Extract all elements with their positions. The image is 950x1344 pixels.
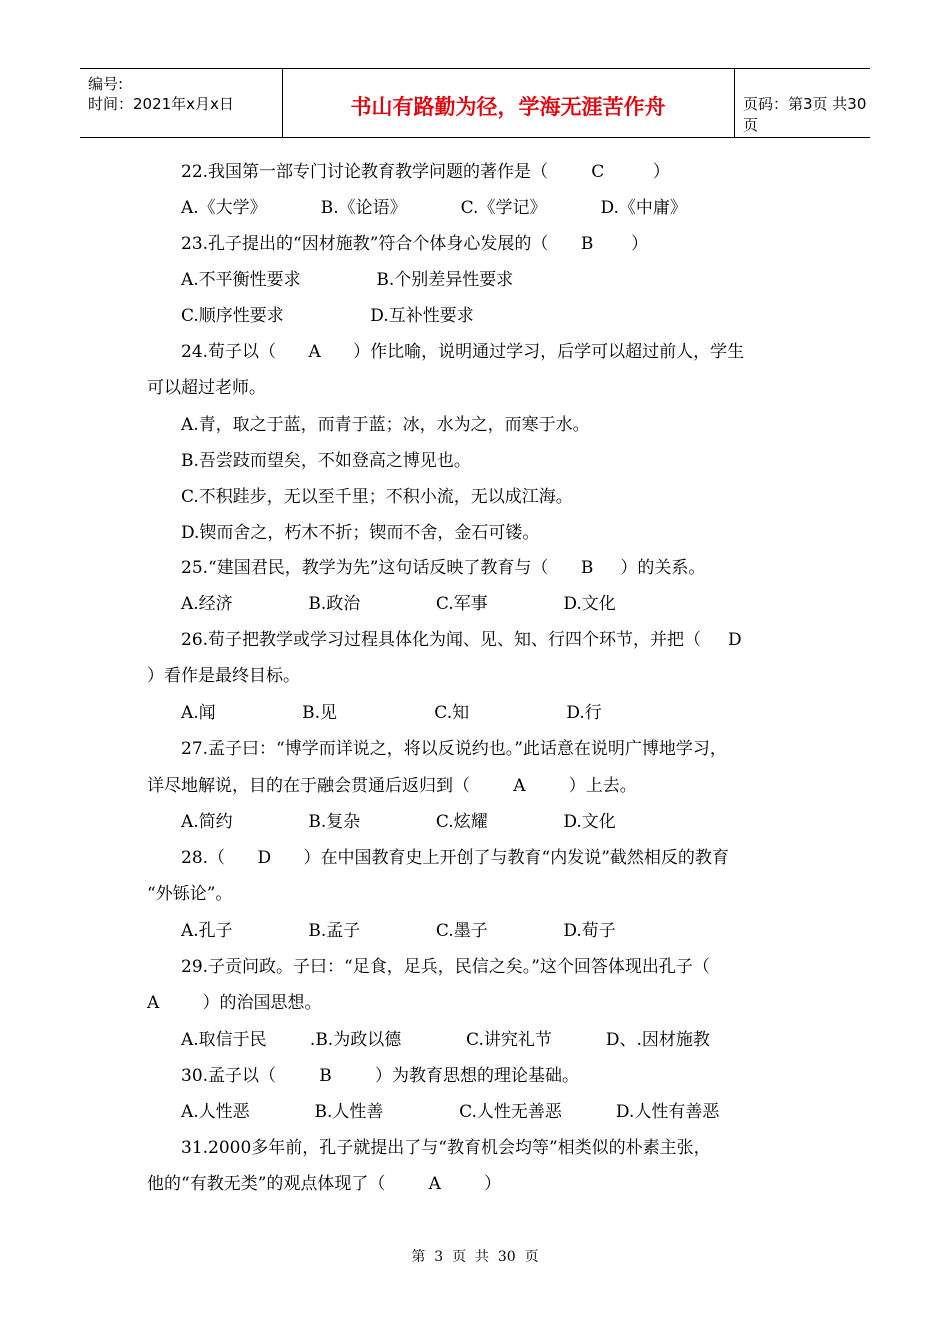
q23-options-cd: C.顺序性要求 D.互补性要求 xyxy=(181,306,474,326)
question-31-cont: 他的“有教无类”的观点体现了（ A ） xyxy=(147,1174,502,1194)
question-27-cont: 详尽地解说，目的在于融会贯通后返归到（ A ）上去。 xyxy=(147,776,637,796)
q28-options: A.孔子 B.孟子 C.墨子 D.荀子 xyxy=(181,921,616,941)
q22-options: A.《大学》 B.《论语》 C.《学记》 D.《中庸》 xyxy=(181,198,687,218)
document-header xyxy=(80,68,870,138)
question-29: 29.子贡问政。子曰：“足食，足兵，民信之矣。”这个回答体现出孔子（ xyxy=(181,957,710,977)
question-25: 25.“建国君民，教学为先”这句话反映了教育与（ B ）的关系。 xyxy=(181,558,706,578)
question-24: 24.荀子以（ A ）作比喻，说明通过学习，后学可以超过前人，学生 xyxy=(181,342,745,362)
question-28: 28.（ D ）在中国教育史上开创了与教育“内发说”截然相反的教育 xyxy=(181,848,729,868)
q29-options: A.取信于民 .B.为政以德 C.讲究礼节 D、.因材施教 xyxy=(181,1030,710,1050)
question-30: 30.孟子以（ B ）为教育思想的理论基础。 xyxy=(181,1066,579,1086)
question-29-cont: A ）的治国思想。 xyxy=(147,993,322,1013)
question-27: 27.孟子曰：“博学而详说之，将以反说约也。”此话意在说明广博地学习， xyxy=(181,739,727,759)
question-22: 22.我国第一部专门讨论教育教学问题的著作是（ C ） xyxy=(181,162,670,182)
question-31: 31.2000多年前，孔子就提出了与“教育机会均等”相类似的朴素主张， xyxy=(181,1138,711,1158)
q23-options-ab: A.不平衡性要求 B.个别差异性要求 xyxy=(181,270,514,290)
header-slogan-cell xyxy=(282,69,735,137)
document-number-label: 编号: xyxy=(88,75,124,93)
header-meta-cell xyxy=(80,69,283,137)
q25-options: A.经济 B.政治 C.军事 D.文化 xyxy=(181,594,616,614)
q30-options: A.人性恶 B.人性善 C.人性无善恶 D.人性有善恶 xyxy=(181,1102,720,1122)
question-26: 26.荀子把教学或学习过程具体化为闻、见、知、行四个环节，并把（ D xyxy=(181,630,742,650)
q24-option-c: C.不积跬步，无以至千里；不积小流，无以成江海。 xyxy=(181,487,573,507)
question-23: 23.孔子提出的“因材施教”符合个体身心发展的（ B ） xyxy=(181,234,649,254)
q24-option-a: A.青，取之于蓝，而青于蓝；冰，水为之，而寒于水。 xyxy=(181,415,590,435)
q24-option-b: B.吾尝跂而望矣，不如登高之博见也。 xyxy=(181,451,471,471)
document-time-label: 时间：2021年x月x日 xyxy=(88,95,234,113)
question-24-cont: 可以超过老师。 xyxy=(147,378,266,398)
question-26-cont: ）看作是最终目标。 xyxy=(147,666,300,686)
q27-options: A.简约 B.复杂 C.炫耀 D.文化 xyxy=(181,812,616,832)
header-page-label: 页码：第3页 共30页 xyxy=(743,95,867,134)
question-28-cont: “外铄论”。 xyxy=(147,884,233,904)
header-page-cell xyxy=(735,69,870,137)
page-footer: 第 3 页 共 30 页 xyxy=(411,1249,539,1265)
header-slogan: 书山有路勤为径，学海无涯苦作舟 xyxy=(350,95,666,119)
q26-options: A.闻 B.见 C.知 D.行 xyxy=(181,703,602,723)
q24-option-d: D.锲而舍之，朽木不折；锲而不舍，金石可镂。 xyxy=(181,523,540,543)
